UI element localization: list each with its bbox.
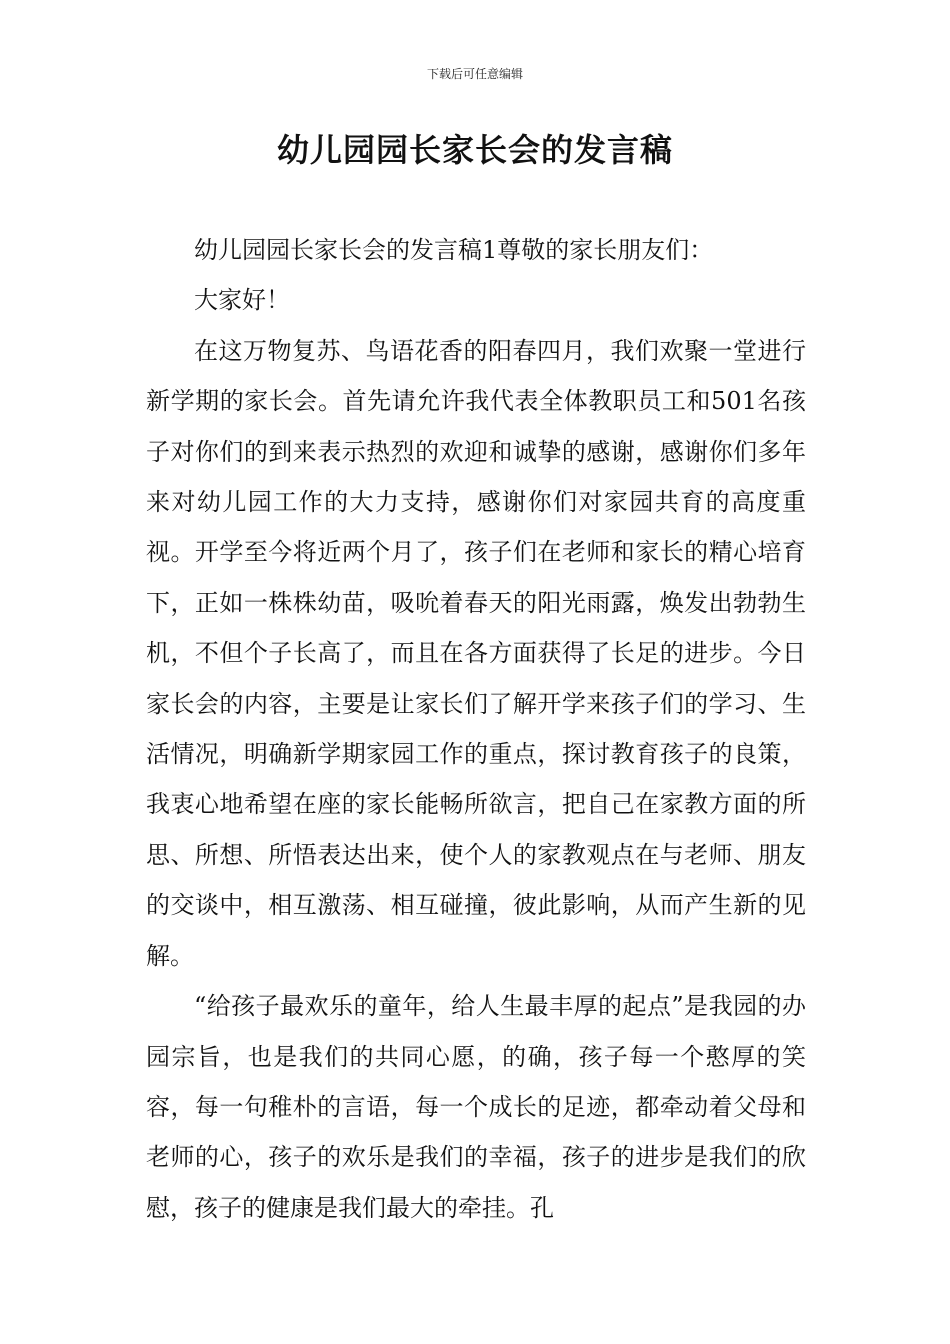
paragraph-body: “给孩子最欢乐的童年，给人生最丰厚的起点”是我园的办园宗旨，也是我们的共同心愿，的确，孩子每一个憨厚的笑容，每一句稚朴的言语，每一个成长的足迹，都牵动着父母和老师的心，孩子的欢乐是我们的幸福，孩子的进步是我们的欣慰，孩子的健康是我们最大的牵挂。孔 [146,992,806,1222]
document-body [146,225,806,1233]
document-title: 幼儿园园长家长会的发言稿 [276,131,673,169]
header-note: 下载后可任意编辑 [426,67,523,81]
paragraph-greeting: 大家好！ [194,286,290,315]
paragraph-body: 在这万物复苏、鸟语花香的阳春四月，我们欢聚一堂进行新学期的家长会。首先请允许我代表全体教职员工和501名孩子对你们的到来表示热烈的欢迎和诚挚的感谢，感谢你们多年来对幼儿园工作的大力支持，感谢你们对家园共育的高度重视。开学至今将近两个月了，孩子们在老师和家长的精心培育下，正如一株株幼苗，吸吮着春天的阳光雨露，焕发出勃勃生机，不但个子长高了，而且在各方面获得了长足的进步。今日家长会的内容，主要是让家长们了解开学来孩子们的学习、生活情况，明确新学期家园工作的重点，探讨教育孩子的良策，我衷心地希望在座的家长能畅所欲言，把自己在家教方面的所思、所想、所悟表达出来，使个人的家教观点在与老师、朋友的交谈中，相互激荡、相互碰撞，彼此影响，从而产生新的见解。 [146,336,806,970]
paragraph-salutation: 幼儿园园长家长会的发言稿1尊敬的家长朋友们： [194,236,714,264]
